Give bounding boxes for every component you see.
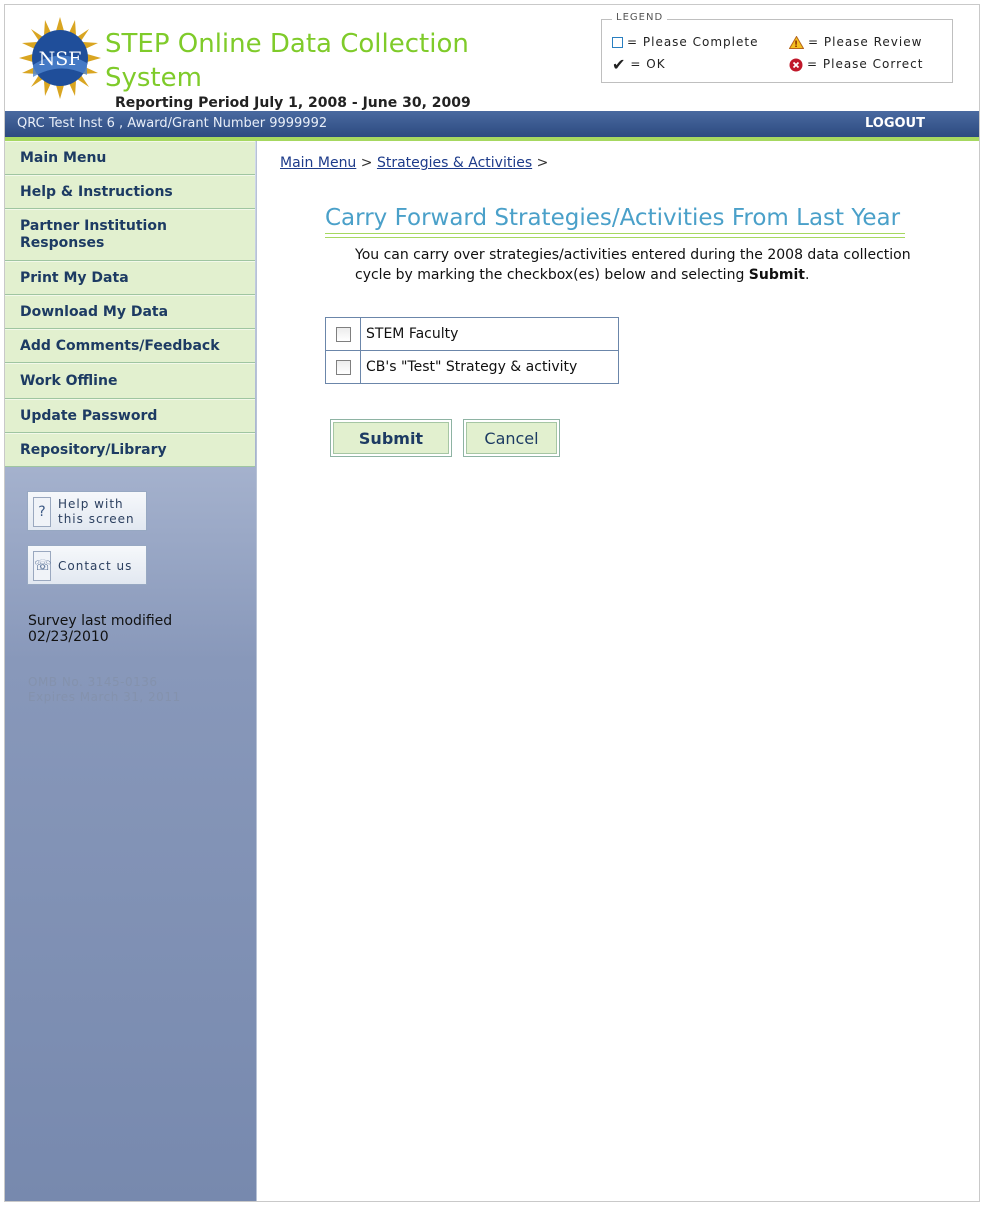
help-button-label: Help with this screen: [58, 497, 135, 526]
legend-ok: ✔ = OK: [612, 54, 666, 74]
legend: [601, 12, 953, 83]
sidebar-item-main-menu[interactable]: Main Menu: [5, 141, 255, 175]
breadcrumb-main-menu[interactable]: Main Menu: [280, 155, 357, 171]
sidebar-item-help-instructions[interactable]: Help & Instructions: [5, 175, 255, 209]
legend-please-complete: = Please Complete: [612, 35, 758, 49]
strategies-checklist: [325, 317, 619, 384]
checkmark-icon: ✔: [612, 54, 627, 74]
survey-last-modified: Survey last modified 02/23/2010: [28, 613, 173, 645]
svg-text:!: !: [793, 40, 800, 49]
breadcrumb-strategies-activities[interactable]: Strategies & Activities: [376, 155, 533, 171]
title-underline: [325, 233, 905, 238]
sidebar-item-repository-library[interactable]: Repository/Library: [5, 433, 255, 467]
test-strategy-checkbox[interactable]: [336, 360, 351, 375]
sidebar-item-add-comments-feedback[interactable]: Add Comments/Feedback: [5, 329, 255, 363]
intro-text: You can carry over strategies/activities entered during the 2008 data collection cycle by marking the checkbox(es) below and selecting Submit.: [355, 247, 911, 283]
sidebar: [5, 141, 257, 1201]
warning-triangle-icon: [789, 36, 804, 49]
error-x-icon: [789, 58, 803, 72]
sidebar-item-print-my-data[interactable]: Print My Data: [5, 261, 255, 295]
info-bar: [5, 111, 979, 137]
breadcrumb-separator: >: [536, 155, 549, 171]
phone-icon: ☏: [33, 551, 51, 581]
breadcrumb-separator: >: [360, 155, 373, 171]
question-icon: ?: [33, 497, 51, 527]
app-title: STEP Online Data Collection System: [105, 29, 469, 93]
sidebar-item-work-offline[interactable]: Work Offline: [5, 363, 255, 399]
nsf-logo: [19, 17, 101, 99]
page-title: Carry Forward Strategies/Activities From Last Year: [325, 205, 901, 231]
logout-link[interactable]: LOGOUT: [864, 116, 925, 131]
empty-square-icon: [612, 37, 623, 48]
cancel-button[interactable]: Cancel: [463, 419, 560, 457]
contact-us-button[interactable]: [27, 545, 147, 585]
stem-faculty-checkbox[interactable]: [336, 327, 351, 342]
svg-text:NSF: NSF: [38, 48, 82, 70]
legend-please-correct: = Please Correct: [789, 57, 923, 72]
omb-info: OMB No. 3145-0136 Expires March 31, 2011: [28, 675, 181, 704]
choice-label: CB's "Test" Strategy & activity: [366, 359, 578, 375]
institution-info: QRC Test Inst 6 , Award/Grant Number 9999992: [17, 116, 328, 131]
legend-please-review: ! = Please Review: [789, 35, 922, 49]
contact-button-label: Contact us: [58, 559, 133, 573]
modified-date: 02/23/2010: [28, 629, 109, 645]
submit-button[interactable]: Submit: [330, 419, 452, 457]
sidebar-item-update-password[interactable]: Update Password: [5, 399, 255, 433]
list-item: [326, 350, 618, 383]
list-item: [326, 318, 618, 350]
legend-title: LEGEND: [612, 12, 667, 23]
sidebar-item-partner-institution-responses[interactable]: Partner Institution Responses: [5, 209, 255, 261]
reporting-period: Reporting Period July 1, 2008 - June 30, 2009: [115, 95, 471, 111]
help-with-screen-button[interactable]: [27, 491, 147, 531]
breadcrumb: [280, 155, 548, 171]
header: [5, 5, 979, 111]
sidebar-item-download-my-data[interactable]: Download My Data: [5, 295, 255, 329]
page-frame: [4, 4, 980, 1202]
choice-label: STEM Faculty: [366, 326, 459, 342]
